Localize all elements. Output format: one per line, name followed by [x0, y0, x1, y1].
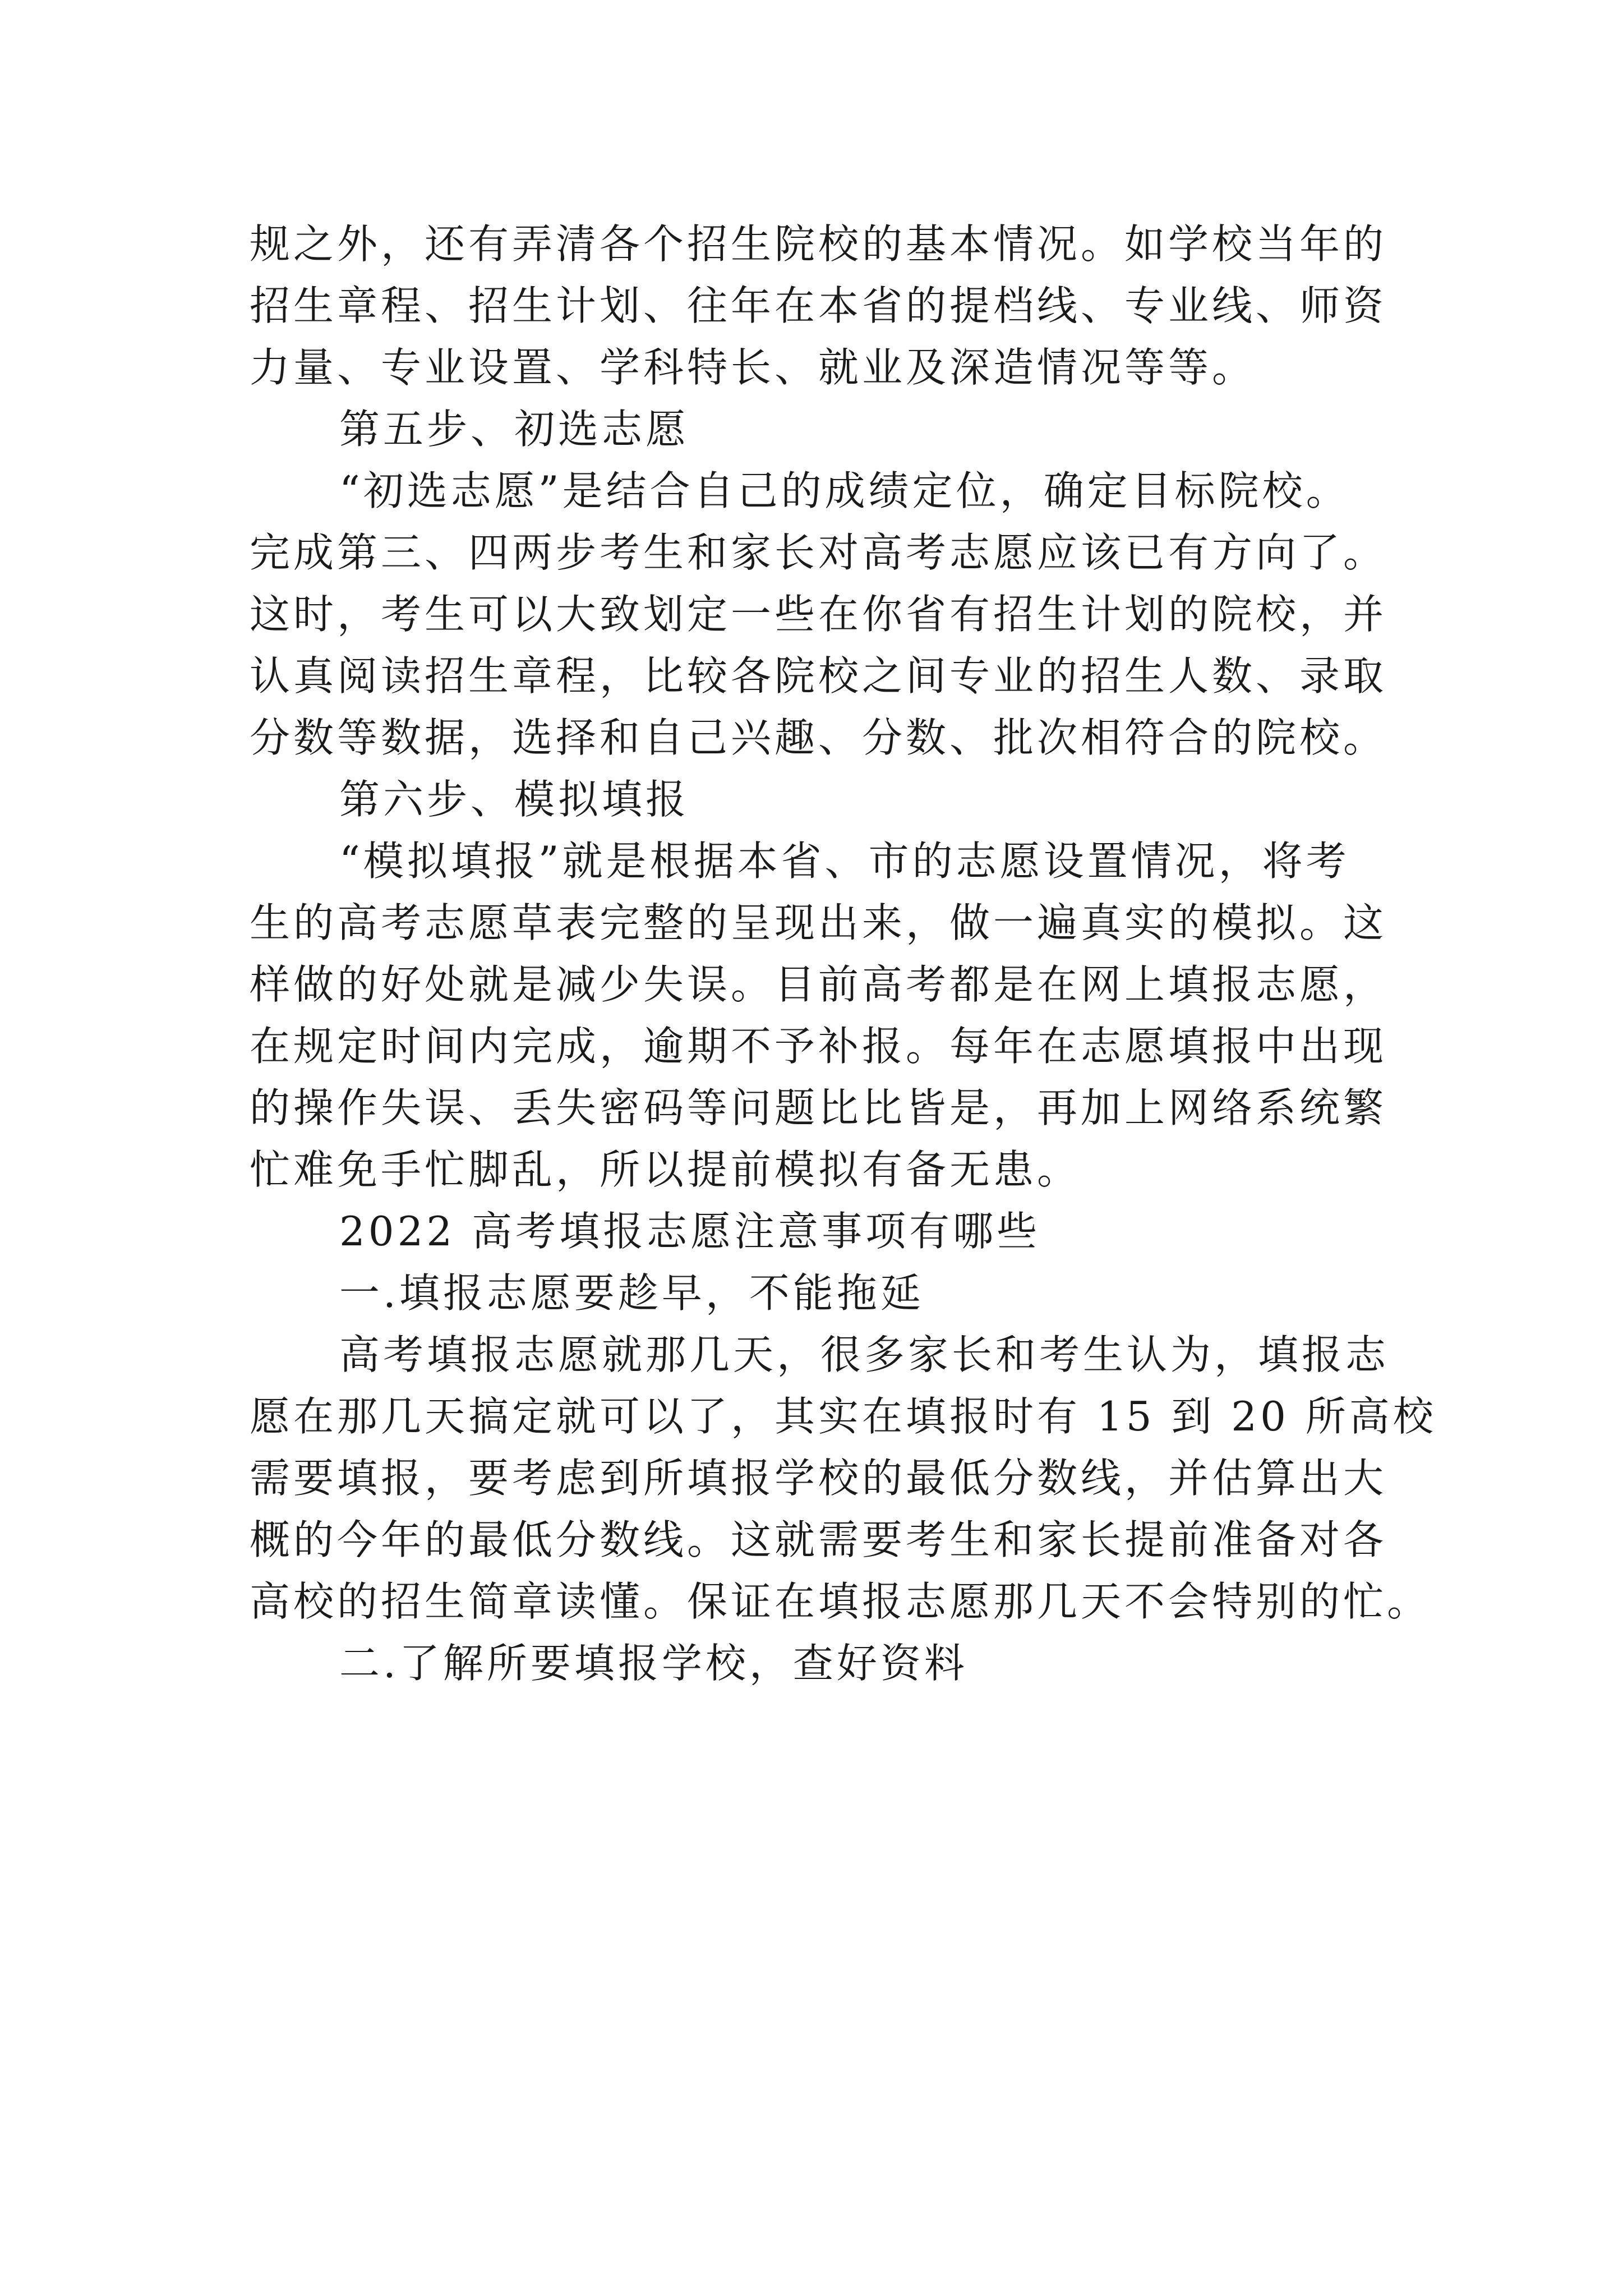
- text-line: “初选志愿”是结合自己的成绩定位，确定目标院校。: [339, 467, 1350, 514]
- section-heading: 第六步、模拟填报: [339, 776, 690, 823]
- text-line: 规之外，还有弄清各个招生院校的基本情况。如学校当年的: [250, 220, 1387, 268]
- section-heading: 第五步、初选志愿: [339, 406, 690, 453]
- text-line: 概的今年的最低分数线。这就需要考生和家长提前准备对各: [250, 1516, 1387, 1563]
- text-line: 这时，考生可以大致划定一些在你省有招生计划的院校，并: [250, 591, 1387, 638]
- text-line: 样做的好处就是减少失误。目前高考都是在网上填报志愿，: [250, 961, 1387, 1008]
- text-line: 完成第三、四两步考生和家长对高考志愿应该已有方向了。: [250, 529, 1387, 576]
- document-page: [250, 213, 1437, 1694]
- section-heading: 二.了解所要填报学校，查好资料: [339, 1640, 968, 1687]
- text-line: 高考填报志愿就那几天，很多家长和考生认为，填报志: [339, 1331, 1390, 1378]
- text-line: 的操作失误、丢失密码等问题比比皆是，再加上网络系统繁: [250, 1084, 1387, 1131]
- section-heading: 2022 高考填报志愿注意事项有哪些: [339, 1208, 1041, 1255]
- text-line: 高校的招生简章读懂。保证在填报志愿那几天不会特别的忙。: [250, 1578, 1431, 1625]
- text-line: 分数等数据，选择和自己兴趣、分数、批次相符合的院校。: [250, 714, 1387, 761]
- text-line: 生的高考志愿草表完整的呈现出来，做一遍真实的模拟。这: [250, 899, 1387, 946]
- text-line: 招生章程、招生计划、往年在本省的提档线、专业线、师资: [250, 282, 1387, 329]
- text-line: 认真阅读招生章程，比较各院校之间专业的招生人数、录取: [250, 652, 1387, 700]
- text-line: “模拟填报”就是根据本省、市的志愿设置情况，将考: [339, 838, 1350, 885]
- text-line: 力量、专业设置、学科特长、就业及深造情况等等。: [250, 344, 1256, 391]
- section-heading: 一.填报志愿要趁早，不能拖延: [339, 1269, 924, 1317]
- text-line: 愿在那几天搞定就可以了，其实在填报时有 15 到 20 所高校: [250, 1393, 1437, 1440]
- text-line: 忙难免手忙脚乱，所以提前模拟有备无患。: [250, 1146, 1081, 1193]
- text-line: 需要填报，要考虑到所填报学校的最低分数线，并估算出大: [250, 1455, 1387, 1502]
- text-line: 在规定时间内完成，逾期不予补报。每年在志愿填报中出现: [250, 1023, 1387, 1070]
